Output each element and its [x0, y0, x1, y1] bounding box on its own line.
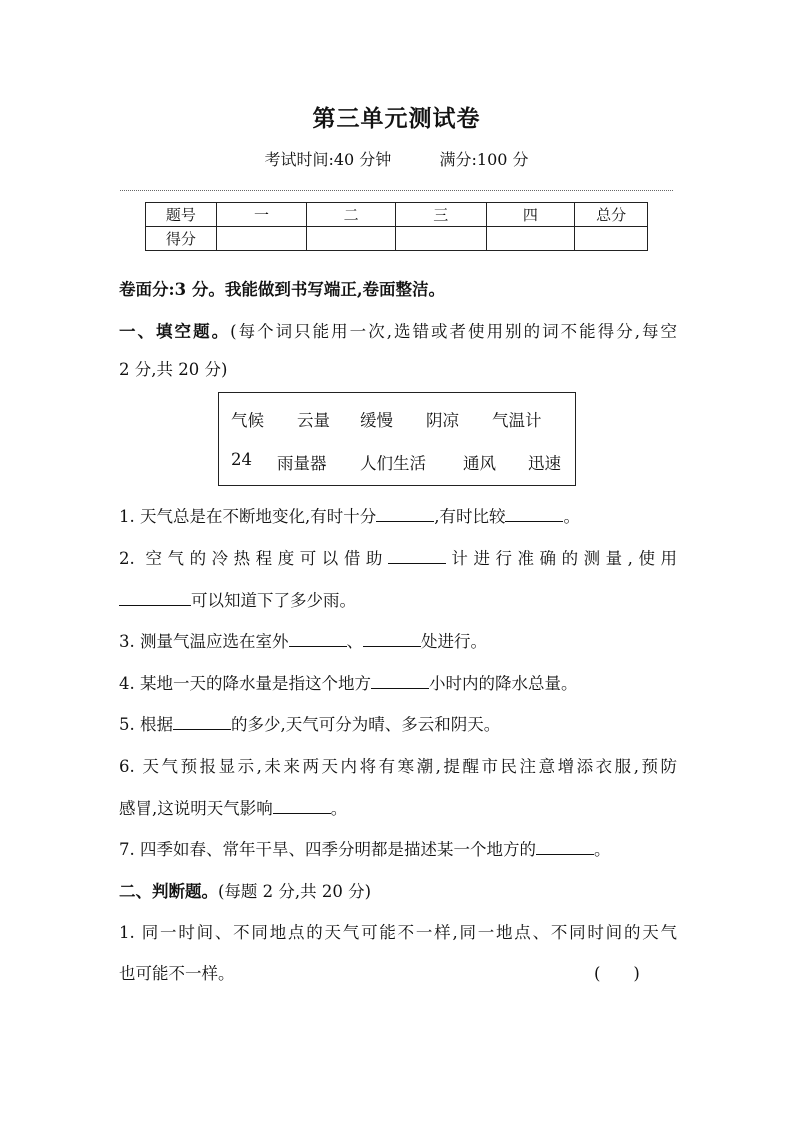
word-bank-item: 云量	[297, 411, 330, 430]
score-table-score-row	[146, 227, 648, 251]
section2-heading	[119, 878, 371, 902]
question-text: 感冒,这说明天气影响	[119, 799, 273, 818]
question-text: 、	[346, 632, 363, 651]
question-text: 可以知道下了多少雨。	[191, 591, 356, 610]
score-input-cell[interactable]	[307, 227, 396, 251]
word-bank-item: 气温计	[492, 411, 542, 430]
word-bank-item: 雨量器	[277, 454, 327, 473]
question-1-2	[119, 545, 677, 569]
section2-title: 二、判断题。	[119, 882, 218, 901]
exam-info	[0, 147, 793, 170]
section2-note: (每题 2 分,共 20 分)	[218, 882, 372, 901]
question-text: 。	[594, 840, 611, 859]
dotted-divider	[120, 190, 673, 191]
word-bank-box	[218, 392, 576, 486]
neatness-note: 卷面分:3 分。我能做到书写端正,卷面整洁。	[119, 280, 446, 299]
answer-blank[interactable]	[363, 631, 421, 647]
question-text: 。	[563, 507, 580, 526]
section1-title: 一、填空题。	[119, 322, 231, 341]
question-text: 小时内的降水总量。	[429, 674, 578, 693]
question-text: 7. 四季如春、常年干旱、四季分明都是描述某一个地方的	[119, 840, 536, 859]
word-bank-item: 气候	[231, 411, 264, 430]
answer-blank[interactable]	[273, 798, 331, 814]
score-input-cell[interactable]	[395, 227, 486, 251]
answer-blank[interactable]	[376, 506, 434, 522]
question-text: 1. 天气总是在不断地变化,有时十分	[119, 507, 377, 526]
word-bank-item: 缓慢	[360, 411, 393, 430]
section1-note-cont: 2 分,共 20 分)	[119, 360, 228, 379]
exam-time: 考试时间:40 分钟	[264, 150, 392, 169]
answer-blank[interactable]	[371, 673, 429, 689]
score-table	[145, 202, 648, 251]
section1-heading	[119, 318, 677, 342]
score-cell: 三	[395, 203, 486, 227]
question-1-6-cont	[119, 795, 347, 819]
question-2-1-cont: 也可能不一样。	[119, 964, 235, 983]
score-table-header-row	[146, 203, 648, 227]
question-1-4	[119, 670, 578, 694]
word-bank-item: 迅速	[528, 454, 561, 473]
answer-blank[interactable]	[388, 548, 446, 564]
answer-blank[interactable]	[536, 839, 594, 855]
word-bank-item: 通风	[463, 454, 496, 473]
question-text: 3. 测量气温应选在室外	[119, 632, 289, 651]
word-bank-item: 阴凉	[426, 411, 459, 430]
question-text: ,有时比较	[434, 507, 506, 526]
answer-blank[interactable]	[505, 506, 563, 522]
question-2-1: 1. 同一时间、不同地点的天气可能不一样,同一地点、不同时间的天气	[119, 923, 677, 942]
score-input-cell[interactable]	[216, 227, 307, 251]
score-cell: 二	[307, 203, 396, 227]
score-cell: 一	[216, 203, 307, 227]
question-text: 处进行。	[421, 632, 487, 651]
answer-parentheses[interactable]: ( )	[594, 964, 640, 983]
question-1-6: 6. 天气预报显示,未来两天内将有寒潮,提醒市民注意增添衣服,预防	[119, 757, 677, 776]
answer-blank[interactable]	[289, 631, 347, 647]
page-title: 第三单元测试卷	[312, 105, 481, 132]
question-1-7	[119, 836, 611, 860]
word-bank-item: 人们生活	[360, 454, 426, 473]
question-1-2-cont	[119, 587, 356, 611]
question-1-3	[119, 628, 487, 652]
question-1-5	[119, 711, 500, 735]
answer-blank[interactable]	[119, 590, 191, 606]
score-cell: 得分	[146, 227, 217, 251]
score-cell: 题号	[146, 203, 217, 227]
question-text: 5. 根据	[119, 715, 173, 734]
question-text: 2. 空气的冷热程度可以借助	[119, 549, 388, 568]
score-cell: 四	[486, 203, 575, 227]
question-text: 。	[330, 799, 348, 818]
score-cell: 总分	[575, 203, 648, 227]
full-score: 满分:100 分	[439, 150, 529, 169]
word-bank-item: 24	[231, 450, 252, 469]
score-input-cell[interactable]	[486, 227, 575, 251]
section1-note: (每个词只能用一次,选错或者使用别的词不能得分,每空	[230, 322, 677, 341]
question-text: 计进行准确的测量,使用	[445, 549, 677, 568]
question-1-1	[119, 503, 580, 527]
score-input-cell[interactable]	[575, 227, 648, 251]
question-text: 4. 某地一天的降水量是指这个地方	[119, 674, 371, 693]
answer-blank[interactable]	[173, 714, 231, 730]
question-text: 的多少,天气可分为晴、多云和阴天。	[231, 715, 501, 734]
